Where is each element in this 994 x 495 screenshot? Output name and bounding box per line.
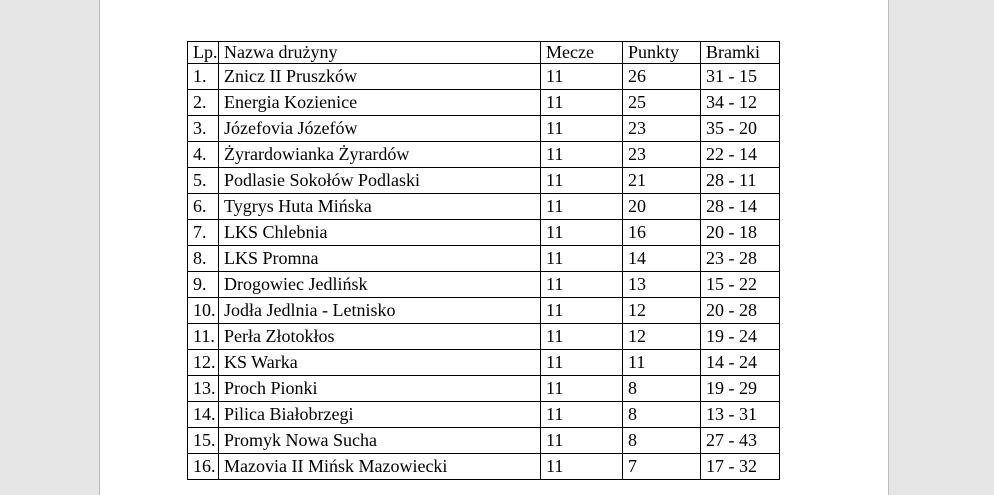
cell-matches: 11 <box>541 297 623 323</box>
cell-team: Proch Pionki <box>219 375 541 401</box>
table-row <box>188 453 780 479</box>
table-row <box>188 167 780 193</box>
cell-goals: 20 - 18 <box>701 219 780 245</box>
header-team: Nazwa drużyny <box>219 42 541 64</box>
cell-goals: 14 - 24 <box>701 349 780 375</box>
table-row <box>188 271 780 297</box>
cell-goals: 19 - 29 <box>701 375 780 401</box>
table-row <box>188 375 780 401</box>
table-row <box>188 427 780 453</box>
table-row <box>188 63 780 89</box>
cell-points: 26 <box>623 63 701 89</box>
cell-goals: 20 - 28 <box>701 297 780 323</box>
header-lp: Lp. <box>188 42 219 64</box>
cell-goals: 28 - 14 <box>701 193 780 219</box>
cell-points: 8 <box>623 427 701 453</box>
cell-rank: 9. <box>188 271 219 297</box>
cell-matches: 11 <box>541 323 623 349</box>
cell-matches: 11 <box>541 375 623 401</box>
cell-team: Podlasie Sokołów Podlaski <box>219 167 541 193</box>
cell-matches: 11 <box>541 141 623 167</box>
cell-matches: 11 <box>541 427 623 453</box>
cell-points: 21 <box>623 167 701 193</box>
cell-rank: 14. <box>188 401 219 427</box>
table-row <box>188 297 780 323</box>
cell-points: 13 <box>623 271 701 297</box>
cell-matches: 11 <box>541 89 623 115</box>
cell-rank: 2. <box>188 89 219 115</box>
cell-points: 8 <box>623 375 701 401</box>
cell-points: 23 <box>623 115 701 141</box>
cell-rank: 5. <box>188 167 219 193</box>
cell-goals: 13 - 31 <box>701 401 780 427</box>
cell-rank: 12. <box>188 349 219 375</box>
table-row <box>188 193 780 219</box>
cell-goals: 27 - 43 <box>701 427 780 453</box>
cell-team: Mazovia II Mińsk Mazowiecki <box>219 453 541 479</box>
cell-goals: 31 - 15 <box>701 63 780 89</box>
league-standings-table <box>187 41 780 480</box>
cell-matches: 11 <box>541 401 623 427</box>
header-mecze: Mecze <box>541 42 623 64</box>
cell-team: LKS Chlebnia <box>219 219 541 245</box>
cell-team: Drogowiec Jedlińsk <box>219 271 541 297</box>
cell-points: 23 <box>623 141 701 167</box>
cell-rank: 4. <box>188 141 219 167</box>
cell-rank: 10. <box>188 297 219 323</box>
cell-rank: 6. <box>188 193 219 219</box>
cell-goals: 17 - 32 <box>701 453 780 479</box>
cell-goals: 22 - 14 <box>701 141 780 167</box>
cell-rank: 15. <box>188 427 219 453</box>
cell-team: Energia Kozienice <box>219 89 541 115</box>
table-row <box>188 323 780 349</box>
cell-rank: 16. <box>188 453 219 479</box>
header-punkty: Punkty <box>623 42 701 64</box>
cell-rank: 11. <box>188 323 219 349</box>
cell-rank: 13. <box>188 375 219 401</box>
table-row <box>188 219 780 245</box>
cell-matches: 11 <box>541 63 623 89</box>
table-row <box>188 89 780 115</box>
cell-team: Pilica Białobrzegi <box>219 401 541 427</box>
cell-rank: 1. <box>188 63 219 89</box>
cell-matches: 11 <box>541 245 623 271</box>
cell-rank: 7. <box>188 219 219 245</box>
cell-points: 12 <box>623 323 701 349</box>
table-row <box>188 349 780 375</box>
cell-matches: 11 <box>541 115 623 141</box>
table-header-row <box>188 42 780 64</box>
cell-goals: 34 - 12 <box>701 89 780 115</box>
cell-matches: 11 <box>541 349 623 375</box>
cell-matches: 11 <box>541 453 623 479</box>
cell-team: Józefovia Józefów <box>219 115 541 141</box>
header-bramki: Bramki <box>701 42 780 64</box>
cell-points: 14 <box>623 245 701 271</box>
cell-matches: 11 <box>541 219 623 245</box>
cell-matches: 11 <box>541 167 623 193</box>
cell-matches: 11 <box>541 271 623 297</box>
cell-team: Perła Złotokłos <box>219 323 541 349</box>
cell-goals: 35 - 20 <box>701 115 780 141</box>
cell-team: Promyk Nowa Sucha <box>219 427 541 453</box>
cell-goals: 23 - 28 <box>701 245 780 271</box>
cell-points: 25 <box>623 89 701 115</box>
cell-matches: 11 <box>541 193 623 219</box>
cell-rank: 3. <box>188 115 219 141</box>
cell-team: KS Warka <box>219 349 541 375</box>
table-row <box>188 141 780 167</box>
cell-points: 12 <box>623 297 701 323</box>
cell-points: 20 <box>623 193 701 219</box>
document-page <box>99 0 889 495</box>
cell-points: 8 <box>623 401 701 427</box>
cell-team: Znicz II Pruszków <box>219 63 541 89</box>
cell-goals: 19 - 24 <box>701 323 780 349</box>
cell-rank: 8. <box>188 245 219 271</box>
cell-team: Żyrardowianka Żyrardów <box>219 141 541 167</box>
cell-team: LKS Promna <box>219 245 541 271</box>
cell-points: 16 <box>623 219 701 245</box>
cell-goals: 15 - 22 <box>701 271 780 297</box>
table-row <box>188 245 780 271</box>
table-row <box>188 401 780 427</box>
table-row <box>188 115 780 141</box>
cell-points: 11 <box>623 349 701 375</box>
cell-goals: 28 - 11 <box>701 167 780 193</box>
cell-team: Tygrys Huta Mińska <box>219 193 541 219</box>
cell-team: Jodła Jedlnia - Letnisko <box>219 297 541 323</box>
cell-points: 7 <box>623 453 701 479</box>
